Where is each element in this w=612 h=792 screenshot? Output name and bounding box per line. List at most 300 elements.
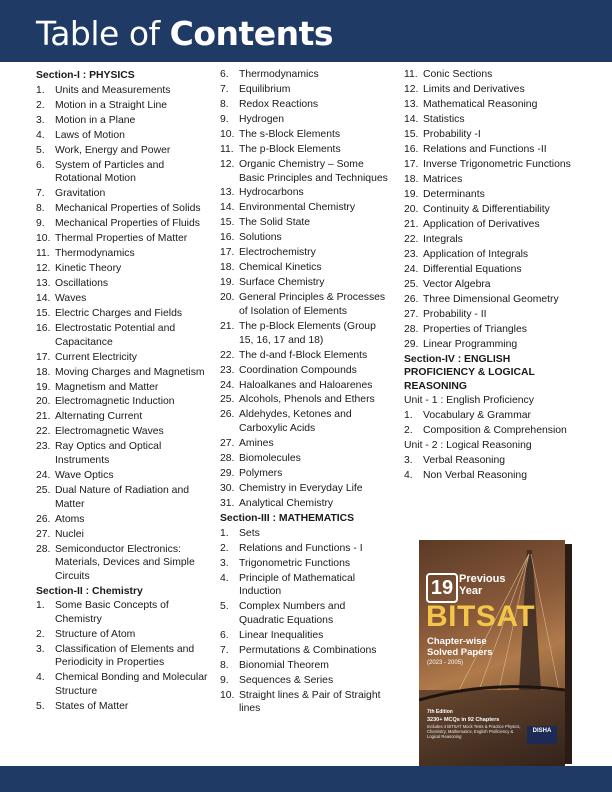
toc-item-number: 27. [36,528,51,540]
toc-item [404,173,580,187]
toc-item [220,216,390,230]
toc-item-title: Laws of Motion [55,129,125,141]
toc-item-number: 27. [404,308,419,320]
section-heading: Section-IV : ENGLISH PROFICIENCY & LOGICAL REASONING [404,353,535,392]
toc-item-number: 1. [36,600,45,612]
toc-item-number: 12. [220,158,235,170]
toc-item [220,68,390,82]
toc-item-number: 17. [36,351,51,363]
toc-item-title: Sets [239,527,260,539]
toc-item-title: Integrals [423,233,463,245]
toc-item-title: Units and Measurements [55,84,171,96]
book-description: Includes 4 BITSAT Mock Tests & Practice Physics, Chemistry, Mathematics, English Proficiency & Logical Reasoning [427,724,521,739]
toc-item-number: 16. [36,322,51,334]
toc-item [220,644,390,658]
toc-item [220,437,390,451]
toc-item-number: 4. [36,672,45,684]
toc-item-number: 26. [220,409,235,421]
toc-item-title: Redox Reactions [239,98,319,110]
toc-item-number: 24. [404,263,419,275]
toc-item-title: Permutations & Combinations [239,644,377,656]
toc-item-number: 11. [36,248,50,260]
toc-item-title: Three Dimensional Geometry [423,293,559,305]
toc-item-number: 7. [220,83,229,95]
toc-item-number: 24. [36,470,51,482]
toc-item-number: 13. [36,278,51,289]
book-chapterwise: Chapter-wise Solved Papers [427,636,493,658]
toc-item-title: Non Verbal Reasoning [423,469,527,481]
section-heading: Section-II : Chemistry [36,585,143,597]
toc-item-number: 11. [220,143,234,155]
toc-item-number: 19. [220,277,235,289]
toc-item-title: Atoms [55,513,85,525]
section-heading: Section-III : MATHEMATICS [220,512,355,524]
toc-item [36,187,212,201]
toc-item-title: Linear Inequalities [239,629,324,641]
toc-item-title: Statistics [423,113,465,125]
toc-item-number: 4. [36,129,45,141]
section-heading: Section-I : PHYSICS [36,70,135,81]
toc-item-title: The d-and f-Block Elements [239,349,368,361]
toc-item-number: 28. [404,323,419,335]
toc-item-title: Solutions [239,232,282,244]
toc-item-number: 25. [404,278,419,290]
toc-item-title: Semiconductor Electronics: Materials, Devices and Simple Circuits [55,543,195,582]
toc-item-number: 22. [36,426,51,438]
toc-item-number: 3. [220,557,229,569]
toc-item [404,469,580,483]
toc-item-title: Vocabulary & Grammar [423,410,531,422]
book-front-cover [419,540,565,766]
toc-item [220,158,390,185]
toc-item-number: 11. [404,69,418,80]
toc-item-title: Hydrocarbons [239,187,304,199]
toc-item-number: 8. [220,98,229,110]
toc-item [404,143,580,157]
toc-item-number: 15. [404,128,419,140]
toc-item-title: Electromagnetic Induction [55,396,175,408]
toc-item [404,158,580,172]
toc-item [220,379,390,393]
toc-item-title: Organic Chemistry – Some Basic Principles and Techniques [239,158,388,184]
book-previous-year: Previous Year [459,573,506,597]
toc-item-title: Linear Programming [423,338,518,350]
toc-item-title: Waves [55,292,87,304]
toc-item-title: Structure of Atom [55,628,136,640]
toc-item-title: Application of Derivatives [423,218,540,230]
toc-item-title: Motion in a Straight Line [55,99,168,111]
toc-item-title: Amines [239,438,274,450]
toc-item-title: Relations and Functions -II [423,143,547,155]
toc-item-number: 12. [404,83,419,95]
toc-item [220,497,390,511]
toc-item [36,513,212,527]
toc-item-title: Ray Optics and Optical Instruments [55,441,162,467]
toc-item-number: 21. [404,218,419,230]
toc-item [404,68,580,82]
toc-item-number: 2. [36,628,45,640]
toc-item-title: Wave Optics [55,470,114,482]
toc-item-number: 18. [220,262,235,274]
toc-item-number: 14. [220,202,235,214]
toc-item [220,128,390,142]
toc-item-title: The s-Block Elements [239,128,341,140]
toc-item-number: 21. [220,320,235,332]
toc-item-number: 23. [36,441,51,453]
toc-item-number: 20. [36,396,51,408]
toc-item-number: 12. [36,263,51,275]
toc-item-number: 10. [220,128,235,140]
toc-item-title: Kinetic Theory [55,263,122,275]
toc-item-title: Thermodynamics [239,69,319,80]
toc-item-title: Inverse Trigonometric Functions [423,158,571,170]
toc-item-title: Complex Numbers and Quadratic Equations [239,601,346,626]
toc-item [220,291,390,318]
toc-item-number: 23. [220,364,235,376]
toc-item [220,320,390,347]
toc-item-number: 10. [220,689,235,701]
toc-column-2 [220,68,390,717]
footer-banner [0,766,612,792]
toc-item [36,247,212,261]
toc-item-number: 9. [36,218,45,230]
toc-item [220,572,390,599]
toc-item-title: Mathematical Reasoning [423,98,538,110]
toc-item [220,689,390,716]
toc-item-title: Electrostatic Potential and Capacitance [55,322,176,348]
toc-item-number: 14. [36,292,51,304]
toc-item-title: The p-Block Elements (Group 15, 16, 17 and 18) [239,320,376,346]
toc-item-number: 10. [36,233,51,245]
toc-item-title: Bionomial Theorem [239,659,329,671]
toc-item-number: 24. [220,379,235,391]
toc-item [220,482,390,496]
toc-item [36,351,212,365]
toc-item [36,114,212,128]
publisher-logo: DISHA [527,726,557,744]
toc-item [220,143,390,157]
toc-item-number: 19. [404,188,419,200]
toc-item-number: 19. [36,381,51,393]
toc-item-title: States of Matter [55,701,129,713]
toc-item-title: Limits and Derivatives [423,83,525,95]
toc-item-title: Sequences & Series [239,674,334,686]
toc-item-title: Hydrogen [239,113,285,125]
toc-item-number: 6. [220,629,229,641]
toc-item-number: 4. [220,572,229,584]
page-title-light: Table of [36,14,170,53]
toc-item [36,425,212,439]
toc-item-title: Relations and Functions - I [239,542,363,554]
toc-item-number: 8. [36,203,45,215]
toc-item-number: 31. [220,497,235,509]
toc-item-title: Coordination Compounds [239,364,357,376]
toc-item-number: 25. [36,485,51,496]
toc-item-title: Determinants [423,188,485,200]
toc-item [36,440,212,467]
toc-item [36,232,212,246]
toc-item-title: Aldehydes, Ketones and Carboxylic Acids [239,409,352,435]
toc-item-number: 26. [36,513,51,525]
toc-item-number: 21. [36,411,51,423]
toc-item-number: 17. [404,158,419,170]
toc-item-number: 25. [220,394,235,406]
toc-item [220,98,390,112]
toc-item [220,467,390,481]
toc-item-title: Alcohols, Phenols and Ethers [239,394,375,406]
toc-item-title: Electrochemistry [239,247,316,259]
toc-item-number: 5. [36,701,45,713]
toc-item-number: 29. [220,468,235,480]
toc-item-number: 30. [220,483,235,494]
toc-item [404,424,580,438]
toc-item-number: 16. [220,232,235,244]
toc-item [36,528,212,542]
toc-item-number: 5. [36,144,45,156]
toc-item [404,233,580,247]
toc-item-number: 27. [220,438,235,450]
toc-item [36,484,212,511]
toc-item [404,338,580,352]
toc-item [404,128,580,142]
toc-item-title: Haloalkanes and Haloarenes [239,379,373,391]
toc-item-title: Moving Charges and Magnetism [55,366,205,378]
toc-item-title: Polymers [239,468,283,480]
toc-item [220,408,390,435]
toc-item [36,643,212,670]
toc-item [220,659,390,673]
toc-item-title: Gravitation [55,188,106,200]
toc-item [220,600,390,627]
toc-item [36,366,212,380]
unit-heading: Unit - 1 : English Proficiency [404,395,534,407]
toc-item-title: Classification of Elements and Periodicity in Properties [55,643,195,669]
toc-item-number: 1. [36,84,45,96]
toc-item [220,231,390,245]
toc-item [36,469,212,483]
toc-item-title: Trigonometric Functions [239,557,351,569]
toc-item-title: Alternating Current [55,411,143,423]
toc-item-number: 3. [36,643,45,655]
toc-item-number: 18. [36,366,51,378]
toc-item [36,292,212,306]
toc-item [404,323,580,337]
toc-item [36,144,212,158]
toc-item-title: Properties of Triangles [423,323,527,335]
toc-item [220,527,390,541]
toc-item-title: Application of Integrals [423,248,529,260]
toc-item-title: The p-Block Elements [239,143,341,155]
toc-item [404,278,580,292]
toc-item [220,674,390,688]
toc-item-title: Analytical Chemistry [239,497,334,509]
toc-item [220,364,390,378]
toc-item-number: 1. [404,410,413,422]
unit-heading: Unit - 2 : Logical Reasoning [404,440,532,452]
toc-item-title: Thermal Properties of Matter [55,233,188,245]
toc-item-number: 3. [36,114,45,126]
toc-item-title: Principle of Mathematical Induction [239,572,356,598]
toc-item [36,202,212,216]
toc-item-number: 22. [220,349,235,361]
toc-item-title: Probability -I [423,128,481,140]
toc-item [404,248,580,262]
toc-item-title: Verbal Reasoning [423,454,506,466]
toc-item [36,262,212,276]
toc-column-1 [36,68,212,715]
toc-item-number: 13. [404,98,419,110]
toc-item-number: 15. [220,217,235,229]
toc-item [220,186,390,200]
toc-item [220,83,390,97]
toc-item [220,452,390,466]
toc-item [220,201,390,215]
toc-item-number: 28. [220,453,235,465]
toc-item [220,246,390,260]
toc-item-number: 14. [404,113,419,125]
toc-item [220,349,390,363]
toc-item-number: 22. [404,233,419,245]
toc-item-number: 6. [220,69,229,80]
toc-item-number: 2. [220,542,229,554]
toc-item-title: Differential Equations [423,263,522,275]
toc-item [220,393,390,407]
toc-item-number: 23. [404,248,419,260]
book-cover-image [419,540,572,766]
toc-item [220,113,390,127]
toc-item-number: 7. [36,188,45,200]
toc-item [36,410,212,424]
toc-item [404,263,580,277]
toc-item [404,203,580,217]
toc-item [36,129,212,143]
toc-item [36,395,212,409]
toc-item-title: Motion in a Plane [55,114,136,126]
toc-item-title: Matrices [423,173,463,185]
book-number-badge: 19 [426,573,458,603]
toc-column-3 [404,68,580,484]
toc-item-number: 13. [220,187,235,199]
toc-item-title: Vector Algebra [423,278,491,290]
toc-item-number: 28. [36,543,51,555]
toc-item [36,671,212,698]
book-name: BITSAT [426,600,536,633]
toc-item-number: 16. [404,143,419,155]
toc-item-number: 5. [220,601,229,613]
toc-item [404,454,580,468]
page-title [36,16,333,52]
toc-item [36,599,212,626]
toc-item-title: Nuclei [55,528,84,540]
toc-item-title: The Solid State [239,217,311,229]
toc-item-number: 1. [220,527,229,539]
toc-item-title: Thermodynamics [55,248,135,260]
toc-item [404,98,580,112]
toc-item [220,629,390,643]
toc-item [220,261,390,275]
book-years: (2023 - 2005) [427,660,464,666]
toc-item [404,293,580,307]
toc-item-title: Some Basic Concepts of Chemistry [55,600,169,625]
toc-item-title: General Principles & Processes of Isolation of Elements [239,292,386,317]
toc-item-title: Probability - II [423,308,487,320]
toc-item [404,188,580,202]
toc-item-title: Surface Chemistry [239,277,325,289]
toc-item [36,159,212,186]
toc-item-title: Electric Charges and Fields [55,307,183,319]
toc-item-number: 2. [404,425,413,437]
toc-item-number: 15. [36,307,51,319]
toc-item-title: Chemical Bonding and Molecular Structure [55,672,208,698]
toc-item [220,542,390,556]
toc-item [404,409,580,423]
toc-item-title: Chemical Kinetics [239,262,322,274]
toc-item-title: Oscillations [55,278,109,289]
toc-item-title: Composition & Comprehension [423,425,567,437]
toc-item-number: 17. [220,247,235,259]
toc-item [220,276,390,290]
toc-item [36,307,212,321]
toc-item-number: 9. [220,113,229,125]
toc-item-number: 3. [404,454,413,466]
toc-item [36,217,212,231]
toc-item-number: 26. [404,293,419,305]
toc-item [404,218,580,232]
toc-item-title: Mechanical Properties of Fluids [55,218,200,230]
toc-item-title: Electromagnetic Waves [55,426,164,438]
book-spine [565,544,572,764]
toc-item-number: 20. [220,292,235,304]
toc-item [36,381,212,395]
toc-item-number: 2. [36,99,45,111]
toc-item-title: Magnetism and Matter [55,381,159,393]
toc-item-title: System of Particles and Rotational Motion [55,159,165,185]
toc-item [36,84,212,98]
toc-item-number: 9. [220,674,229,686]
toc-item [404,83,580,97]
toc-item-number: 8. [220,659,229,671]
toc-item-number: 18. [404,173,419,185]
toc-item [404,113,580,127]
page-title-bold: Contents [169,14,334,53]
toc-item [404,308,580,322]
toc-item-number: 29. [404,338,419,350]
toc-item-number: 7. [220,644,229,656]
toc-item [220,557,390,571]
toc-item-title: Biomolecules [239,453,301,465]
toc-item-title: Conic Sections [423,69,493,80]
toc-item-number: 4. [404,469,413,481]
toc-item [36,543,212,584]
toc-item-title: Straight lines & Pair of Straight lines [239,689,381,715]
toc-item-title: Environmental Chemistry [239,202,356,214]
toc-item-number: 20. [404,203,419,215]
toc-item [36,700,212,714]
book-mcqs: 3230+ MCQs in 92 Chapters [427,717,500,723]
header-banner [0,0,612,62]
toc-item [36,628,212,642]
toc-item-title: Equilibrium [239,83,291,95]
toc-item [36,322,212,349]
book-edition: 7th Edition [427,709,453,715]
toc-item-title: Mechanical Properties of Solids [55,203,201,215]
toc-item-title: Current Electricity [55,351,137,363]
toc-item-title: Chemistry in Everyday Life [239,483,363,494]
toc-item-number: 6. [36,159,45,171]
toc-item-title: Dual Nature of Radiation and Matter [55,485,190,510]
toc-item-title: Continuity & Differentiability [423,203,550,215]
toc-item [36,99,212,113]
